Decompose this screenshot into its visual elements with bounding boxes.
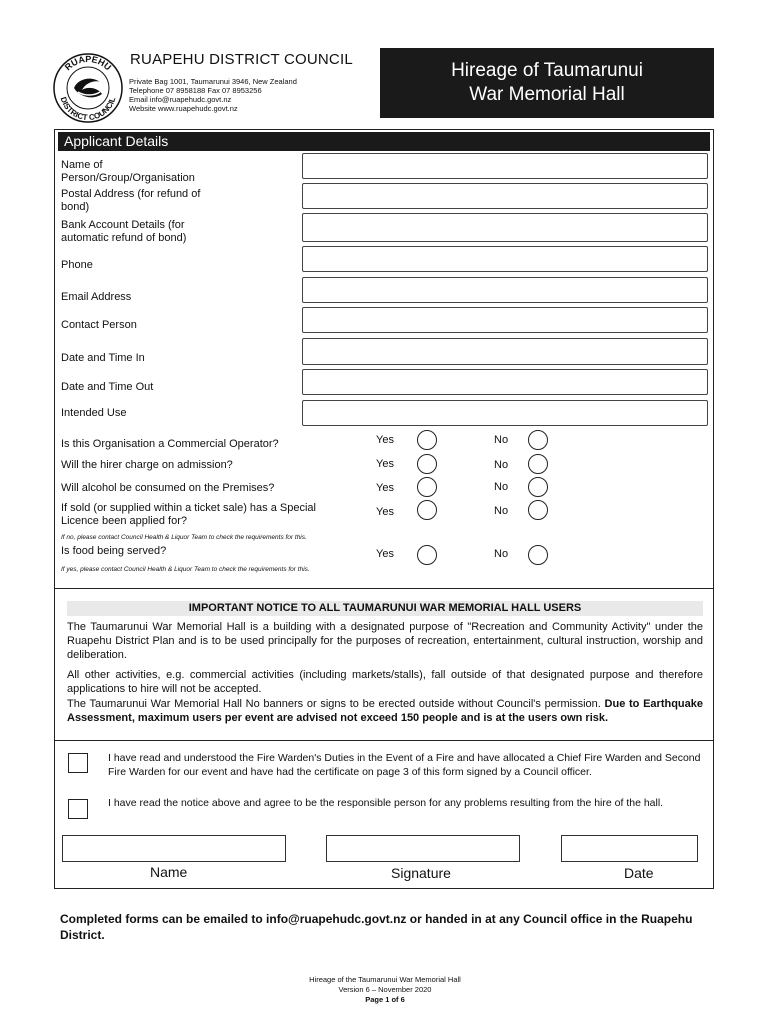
commercial-operator-no-radio[interactable] [528,430,548,450]
field-label-name: Name of Person/Group/Organisation [61,159,195,184]
fire-warden-checkbox[interactable] [68,753,88,773]
footer-version: Version 6 – November 2020 [338,985,432,994]
intended-use-input[interactable] [302,400,708,426]
notice-para-3 [67,697,703,725]
notice-heading: IMPORTANT NOTICE TO ALL TAUMARUNUI WAR MEMORIAL HALL USERS [67,601,703,616]
notice-para-2: All other activities, e.g. commercial activities (including markets/stalls), fall outside of that designated purpose and therefore applications to hire will not be accepted. [67,669,703,695]
field-label-contact-person: Contact Person [61,319,137,331]
no-label: No [494,505,509,517]
council-logo [52,52,124,124]
section-divider [54,588,714,589]
form-title [380,48,714,118]
field-label-intended-use: Intended Use [61,407,127,419]
no-label: No [494,459,509,471]
footer-page-number: Page 1 of 6 [365,995,405,1004]
field-label-phone: Phone [61,259,93,271]
question-food: Is food being served? [61,545,167,557]
field-label-date-time-in: Date and Time In [61,352,145,364]
food-yes-radio[interactable] [417,545,437,565]
question-alcohol: Will alcohol be consumed on the Premises? [61,482,275,494]
responsible-person-declaration: I have read the notice above and agree to be the responsible person for any problems resulting from the hire of the hall. [108,797,664,809]
signature-input[interactable] [326,835,520,862]
date-label: Date [624,865,654,881]
special-licence-no-radio[interactable] [528,500,548,520]
council-website: Website www.ruapehudc.govt.nz [129,104,238,113]
logo-ring-top: RUAPEHU [62,53,114,73]
date-time-out-input[interactable] [302,369,708,395]
charge-admission-yes-radio[interactable] [417,454,437,474]
name-label: Name [150,864,188,880]
applicant-section-title: Applicant Details [58,132,710,151]
commercial-operator-yes-radio[interactable] [417,430,437,450]
question-commercial-operator: Is this Organisation a Commercial Operator? [61,438,279,450]
notice-para-1: The Taumarunui War Memorial Hall is a building with a designated purpose of "Recreation and Community Activity" under the Ruapehu District Plan and is to be used principally for the purposes of recreation, entertainment, cultural instruction, worship and deliberation. [67,621,703,661]
yes-label: Yes [376,548,394,560]
name-input[interactable] [302,153,708,179]
alcohol-no-radio[interactable] [528,477,548,497]
yes-label: Yes [376,506,394,518]
notice-para-3-text: The Taumarunui War Memorial Hall No banners or signs to be erected outside without Council's permission. [67,698,601,710]
bank-account-input[interactable] [302,213,708,242]
email-input[interactable] [302,277,708,303]
council-name: RUAPEHU DISTRICT COUNCIL [130,51,353,68]
field-label-date-time-out: Date and Time Out [61,381,154,393]
charge-admission-no-radio[interactable] [528,454,548,474]
note-if-no: If no, please contact Council Health & Liquor Team to check the requirements for this. [61,534,307,541]
postal-address-input[interactable] [302,183,708,209]
footer-doc-title: Hireage of the Taumarunui War Memorial Hall [309,975,461,984]
field-label-bank-account: Bank Account Details (for automatic refund of bond) [61,219,187,244]
council-email: Email info@ruapehudc.govt.nz [129,95,232,104]
food-no-radio[interactable] [528,545,548,565]
no-label: No [494,548,509,560]
question-charge-admission: Will the hirer charge on admission? [61,459,233,471]
yes-label: Yes [376,458,394,470]
section-divider [54,740,714,741]
svg-text:RUAPEHU [63,54,113,72]
alcohol-yes-radio[interactable] [417,477,437,497]
council-phone-fax: Telephone 07 8958188 Fax 07 8953256 [129,86,262,95]
fire-warden-declaration: I have read and understood the Fire Warden's Duties in the Event of a Fire and have allocated a Chief Fire Warden and Second Fire Warden for our event and have had the certificate on page 3 of this form signed by a Council officer. [108,752,701,778]
date-input[interactable] [561,835,698,862]
yes-label: Yes [376,434,394,446]
field-label-postal-address: Postal Address (for refund of bond) [61,188,201,213]
form-title-line2: War Memorial Hall [469,84,625,105]
signature-label: Signature [391,865,451,881]
note-if-yes: If yes, please contact Council Health & Liquor Team to check the requirements for this. [61,566,310,573]
no-label: No [494,434,509,446]
form-title-line1: Hireage of Taumarunui [451,60,643,81]
logo-ring-bottom: DISTRICT COUNCIL [58,95,118,123]
council-address: Private Bag 1001, Taumarunui 3946, New Zealand [129,77,297,86]
date-time-in-input[interactable] [302,338,708,365]
no-label: No [494,481,509,493]
special-licence-yes-radio[interactable] [417,500,437,520]
yes-label: Yes [376,482,394,494]
phone-input[interactable] [302,246,708,272]
field-label-email: Email Address [61,291,132,303]
submission-instructions: Completed forms can be emailed to info@ruapehudc.govt.nz or handed in at any Council office in the Ruapehu District. [60,912,693,942]
name-signature-input[interactable] [62,835,286,862]
responsible-person-checkbox[interactable] [68,799,88,819]
notice-earthquake-warning: Due to Earthquake Assessment, maximum users per event are advised not exceed 150 people and is at the users own risk. [67,698,703,724]
contact-person-input[interactable] [302,307,708,333]
question-special-licence: If sold (or supplied within a ticket sale) has a Special Licence been applied for? [61,502,316,527]
